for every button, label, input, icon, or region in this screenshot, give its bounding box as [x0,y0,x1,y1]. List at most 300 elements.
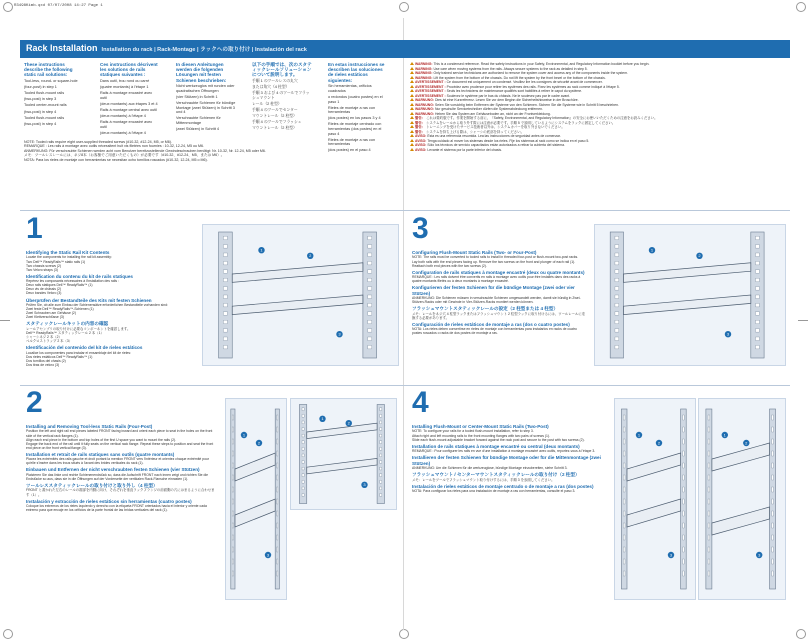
rack-hole [380,487,382,490]
rack-hole [683,511,685,516]
rack-hole [277,427,278,432]
intro-column-line: または角穴（4 柱型） [252,85,290,90]
intro-column-line: Verschraubte Schienen für bündige Montage (zwei Stützen) in Schritt 3 und 4 [176,101,236,115]
rack-hole [756,320,760,324]
intro-column-line: (two-post) in step 4 [24,121,57,126]
rack-hole [623,511,625,516]
step-line: レールアセンブリの取り付けに必要なコンポーネントを確認します。 [26,326,131,331]
intro-note: ANMERKUNG: Für verschraubte Schienen werden acht vom Benutzer bereitzustellende Gewindeschrauben benötigt: Nr. 10-32, Nr. 12-24, M5 oder M6. [24,148,266,153]
rack-hole [683,415,685,420]
warning-icon [410,130,414,133]
intro-column [176,62,236,132]
step-line: Position the left and right rail end pieces labeled FRONT facing inward and orient each piece to seat in the holes on the front side of the vertical rack flanges (1). [26,429,213,438]
rack-hole [232,547,233,552]
step-line: Coloque los extremos de los rieles izquierdo y derecho con la etiqueta FRONT orientados hacia el interior y oriente cada extremo para que encaje en los orificios de la parte frontal de las bridas verticales del rack (1). [26,504,207,513]
rack-hole [368,320,372,324]
rack-hole [232,415,233,420]
rack-hole [277,535,278,540]
warning-text: Lift the system from the bottom of the chassis. Do not lift the system by the front bezel or the bottom of the chassis. [433,75,606,80]
step-heading: フラッシュマウントスタティックレールの設定（2 柱型または 4 柱型） [412,306,559,312]
rack-hole [380,474,382,477]
rack-hole [708,475,710,480]
page-spine [403,18,404,630]
warning-tag: AVISO: [415,138,428,143]
warning-tag: 警告： [415,116,427,120]
rack-hole [232,571,233,576]
step-text [26,248,196,367]
warning-tag: WARNUNG: [415,98,435,102]
warning-tag: WARNING: [415,75,434,80]
rack-hole [223,253,227,257]
step-illustration [614,398,696,600]
rack-hole [277,547,278,552]
rack-hole [756,253,760,257]
step-line: ANMERKUNG: Die Schienen müssen in verschraubte Schienen umgewandelt werden, damit sie bündig in Zwei-Stützen-Racks oder mit Gewinde in Vier-Stützen-Racks montiert werden können. [412,296,581,305]
rack-hole [368,278,372,282]
rack-hole [232,451,233,456]
rack-hole [368,261,372,265]
rack-hole [615,337,619,341]
rack-hole [615,245,619,249]
registration-mark-top-right [796,2,806,12]
step-1-section [20,212,403,378]
warning-tag: AVISO: [415,134,428,138]
step-line: Zwei Klettverschlüsse (3) [26,315,64,320]
callout-number: 1 [650,247,654,253]
rack-hole [380,414,382,417]
callout-number: 3 [338,331,341,337]
step-line: Dos tornillos del chasis (2) [26,358,66,363]
rack-hole [623,427,625,432]
rack-hole [683,451,685,456]
intro-notes [24,137,402,162]
rack-hole [683,463,685,468]
rack-hole [683,475,685,480]
rack-hole [615,345,619,349]
rail-illustration [203,225,398,365]
callout-number: 3 [266,552,270,558]
intro-column-line: Nicht werkzeuglos mit runden oder quadratischen Öffnungen [176,84,235,93]
rack-hole [772,547,774,552]
rail-illustration [615,399,695,599]
callout-number: 2 [745,440,748,446]
warning-text: Sólo los técnicos de servicio capacitados están autorizados a retirar la cubierta del sistema. [427,143,565,147]
title-band [20,40,790,58]
warning-text: システムをレールから取り外す際には注意が必要です。手順 5 で説明しているようにシステムをラックに固定してください。 [426,120,616,125]
rack-hole [772,439,774,444]
warning-tag: AVERTISSEMENT : [415,93,447,98]
rack-hole [302,414,304,417]
rack-hole [615,312,619,316]
rack-hole [232,511,233,516]
callout-number: 1 [321,416,324,422]
rack-hole [368,270,372,274]
rack-hole [223,245,227,249]
intro-column-line: o redondos (cuatro postes) en el paso 1 [328,95,383,104]
intro-column-line: 手順 4 のツールでフラッシュ [252,120,302,125]
rack-hole [615,287,619,291]
warning-tag: 警告： [415,125,427,129]
divider-top [20,210,790,211]
page-title: Rack Installation Installation du rack | Rack-Montage | ラックへの取り付け | Instalación del rack [26,43,307,53]
rack-hole [615,236,619,240]
intro-column-line: (dos postes) en los pasos 3 y 4 [328,116,381,121]
step-line: Dos rieles estáticos Dell™ ReadyRails™ (1) [26,354,93,359]
rack-hole [615,270,619,274]
callout-number: 2 [698,253,701,259]
rack-hole [623,463,625,468]
rack-hole [302,461,304,464]
rack-hole [623,499,625,504]
intro-column-line: (four-post) in step 1 [24,85,57,90]
rack-hole [302,454,304,457]
callout-number: 1 [723,432,726,438]
step-line: Lay both rails with the end pieces facing up. Remove the two screws on the front and plunger of each rail (1). [412,259,576,264]
rack-hole [380,421,382,424]
file-info: R3498Kimb.qxd 07/07/2008 14:27 Page 1 [14,4,103,8]
step-heading: Configuration de rails statiques à montage encastré (deux ou quatre montants) [412,269,585,275]
step-3-section [406,212,790,378]
intro-column-line: 手順 3 および 4 のツールでフラッシュマウント [252,91,310,100]
rack-hole [756,303,760,307]
rack-hole [380,441,382,444]
step-line: FRONT と書かれた左右のレールの端部を内側に向け、それぞれを垂直ラックフランジの前面側の穴にはまるように合わせます（1）。 [26,488,215,497]
warning-text: これは要約版です。作業を開始する前に、『Safety, Environmental, and Regulatory Information』の安全にお使いいただくための注意をお読みください。 [426,116,658,120]
rack-hole [302,467,304,470]
intro-column-line: (deux montants) aux étapes 3 et 4 [100,101,158,106]
step-heading: Überprüfen der Bestandteile des Kits mit festen Schienen [26,297,152,303]
rack-hole [223,236,227,240]
rack-hole [232,439,233,444]
rack-hole [223,270,227,274]
static-rail [235,499,275,527]
intro-column-title: 以下の手順では、次のスタティックレールソリューションについて説明します。 [252,62,312,78]
rack-hole [277,451,278,456]
step-line: Slide each flush-mount adjustable bracket forward against the rack post and secure to the post with two screws (2). [412,437,585,442]
step-heading: スタティックレールキットの内容の確認 [26,321,109,327]
step-line: Prüfen Sie, ob alle zum Einbau der Schienensätze erforderlichen Bestandteile vorhanden sind: [26,302,168,307]
rack-hole [232,499,233,504]
warning-icon [410,134,414,137]
rack-hole [368,287,372,291]
warning-icon [410,116,414,119]
warning-tag: AVISO: [415,147,428,152]
rack-hole [683,487,685,492]
intro-note: NOTA: Para los rieles de montaje con herramientas se necesitan ocho tornillos roscados (#10-32, 12-24, M5 o M6). [24,157,208,162]
intro-column-line: (deux montants) à l'étape 4 [100,130,146,135]
intro-column-line: Tooled flush-mount rails [24,91,65,96]
static-rail [627,499,681,527]
warning-icon [410,85,414,88]
warning-text: Tenga cuidado al mover los sistemas desde los rieles. Fije los sistemas al rack como se indica en el paso 5. [427,138,590,143]
rack-hole [302,428,304,431]
rack-hole [380,480,382,483]
intro-column-line: Rieles de montaje centrado con herramientas (dos postes) en el paso 4 [328,122,382,136]
warning-icon [410,125,414,128]
rack-hole [615,295,619,299]
step-line: Platzieren Sie das linke und rechte Schienenendstück so, dass die Aufschrift FRONT nach innen zeigt und richten Sie die Endstücke so aus, dass sie in die Öffnungen auf der Vorderseite der vertikalen Rack-Flansche einrasten (1). [26,472,209,481]
warnings-block [410,62,790,152]
rack-hole [223,345,227,349]
intro-column-line: (quatre montants) à l'étape 1 [100,85,149,90]
warning-text: Procédez avec prudence pour retirer les systèmes des rails. Fixez les systèmes au rack comme indiqué à l'étape 5. [446,84,620,89]
rack-hole [772,463,774,468]
warning-text: This is a condensed reference. Read the safety instructions in your Safety, Environmental, and Regulatory Information booklet before you begin. [433,62,650,66]
rack-hole [708,511,710,516]
rack-hole [302,480,304,483]
rack-hole [772,415,774,420]
step-line: REMARQUE : Pour configurer les rails en vue d'une installation à montage encastré avec outils, reportez-vous à l'étape 3. [412,449,596,454]
step-illustration [594,224,786,366]
intro-column-line: Tool-less, round- or square-hole [24,79,78,84]
step-line: Zwei Schrauben am Gehäuse (2) [26,311,76,316]
rack-hole [368,337,372,341]
rack-hole [756,337,760,341]
step-heading: Installing Flush-Mount or Center-Mount Static Rails (Two-Post) [412,424,549,429]
warning-icon [410,67,414,70]
static-rail [624,295,751,315]
rack-hole [708,571,710,576]
rack-hole [277,463,278,468]
warning-icon [410,103,414,106]
warning-text: Nur geschulte Servicetechniker dürfen die Systemabdeckung entfernen. [434,107,543,111]
rack-hole [277,571,278,576]
step-line: Deux rails statiques Dell™ ReadyRails™ (1) [26,283,93,288]
static-rail [235,453,275,481]
rack-hole [380,494,382,497]
warning-icon [410,139,414,142]
warning-text: Seuls les techniciens de maintenance qualifiés sont habilités à retirer le capot du système. [446,89,583,93]
warning-text: Only trained service technicians are authorized to remove the system cover and access any of the components inside the system. [433,71,628,75]
step-line: NOTE: The rails must be converted to tooled rails to install in threaded four-post or flush-mount two-post racks. [412,255,579,260]
step-line: Deux bandes Velcro (3) [26,291,62,296]
rack-hole [683,571,685,576]
rack-hole [756,312,760,316]
intro-column [252,62,312,131]
step-line: NOTA: Para configurar los rieles para una instalación de montaje a ras con herramientas, consulte el paso 3. [412,489,576,493]
intro-column-line: (vier Stützen) in Schritt 1 [176,95,218,99]
intro-column-line: マウントレール（2 柱型） [252,114,297,119]
step-text [412,422,607,493]
intro-note: NOTE: Tooled rails require eight user-supplied threaded screws (#10-32, #12-24, M5, or M6). [24,140,172,144]
registration-mark-bottom-right [796,629,806,639]
rack-hole [380,461,382,464]
rack-hole [223,261,227,265]
step-heading: Installieren der festen Schienen für bündige Montage oder für die Mittenmontage (zwei Stützen) [412,455,601,466]
rack-hole [232,427,233,432]
warning-icon [410,121,414,124]
rack-hole [772,475,774,480]
rack-hole [368,236,372,240]
static-rail [712,443,770,471]
callout-number: 1 [637,432,641,438]
warning-tag: 警告： [415,120,427,125]
step-text [412,248,587,335]
step-number: 1 [26,212,43,245]
intro-column-line: Dans outil, trou rond ou carré [100,79,150,84]
rack-hole [368,312,372,316]
callout-number: 2 [309,253,312,259]
rack-hole [772,499,774,504]
step-heading: Installation et retrait de rails statiques sans outils (quatre montants) [26,451,175,457]
intro-column-line: (deux montants) à l'étape 4 [100,114,146,119]
step-heading: Einbauen und Entfernen der nicht verschraubten festen Schienen (vier Stützen) [26,467,200,473]
warning-text: Seien Sie vorsichtig beim Entfernen der Systeme von den Schienen. Sichern Sie die Systeme wie in Schritt 5 beschrieben. [434,102,619,107]
rail-illustration [699,399,785,599]
warning-text: トレーニングを受けたサービス技術者以外は、システムカバーを取り外さないでください。 [426,125,565,129]
rack-hole [708,487,710,492]
rack-hole [708,439,710,444]
warning-tag: WARNUNG: [415,107,435,111]
rack-hole [708,535,710,540]
callout-number: 3 [758,552,761,558]
intro-column-title: En estas instrucciones se describen las soluciones de rieles estáticos siguientes: [328,62,385,83]
rack-hole [708,547,710,552]
step-heading: Configuring Flush-Mount Static Rails (Two- or Four-Post) [412,250,537,255]
step-heading: Identifying the Static Rail Kit Contents [26,250,110,255]
rack-hole [277,475,278,480]
rack-hole [232,523,233,528]
step-line: Two Dell™ ReadyRails™ static rails (1) [26,259,86,264]
registration-mark-bottom-left [3,629,13,639]
warning-tag: WARNUNG: [415,102,435,107]
rack-hole [302,408,304,411]
step-illustration [698,398,786,600]
step-4-section [406,386,790,632]
rack-hole [302,494,304,497]
warning-icon [410,80,414,83]
warning-text: Ce document est uniquement un condensé. Veuillez lire les consignes de sécurité avant de commencer. [446,80,603,84]
rack-hole [756,270,760,274]
warning-icon [410,71,414,74]
rack-hole [302,434,304,437]
warning-text: Soulevez le système par le bas du châssis. Ne le soulevez pas par le cadre avant. [446,93,571,98]
step-heading: Installing and Removing Tool-less Static Rails (Four-Post) [26,424,153,429]
step-line: ベルクロストラップ 2 本（3） [26,339,73,344]
step-line: Placez les extrémités des rails gauche et droit portant la mention FRONT vers l'intérieur et orientez chaque extrémité pour qu'elle s'insère dans les trous situés à l'avant des brides verticales du rack (1). [26,457,210,466]
rack-hole [368,253,372,257]
rack-hole [623,535,625,540]
rack-hole [623,439,625,444]
step-line: Engage the back end of the rail until it fully seats on the vertical rack flange. Repeat these steps to position and seat the front end piece on the front vertical flange (3). [26,441,214,450]
rack-hole [277,523,278,528]
step-2-section [20,386,403,632]
rack-hole [223,303,227,307]
warning-text: Use care when moving systems from the rails. Always secure systems to the rack as detailed in step 5. [433,66,588,71]
rack-hole [615,253,619,257]
step-illustration [290,398,397,510]
rack-hole [232,463,233,468]
warning-text: Ésta es una referencia resumida. Lea las instrucciones de seguridad antes de comenzar. [427,134,561,138]
rack-hole [223,329,227,333]
static-rail [624,263,751,283]
intro-column [24,62,84,126]
rack-hole [368,245,372,249]
warning-icon [410,76,414,79]
step-line: NOTA: Los rieles deben convertirse en rieles de montaje con herramientas para instalarlos en racks de cuatro postes roscados o racks de dos postes de montaje a ras. [412,327,577,336]
rack-hole [683,559,685,564]
callout-number: 2 [657,440,661,446]
callout-number: 3 [726,331,730,337]
warning-text: Dies ist eine Kurzreferenz. Lesen Sie vor dem Beginn die Sicherheitshinweise in der Broschüre. [434,98,579,102]
warning-line [410,148,790,153]
intro-column-line: Verschraubte Schienen für Mittenmontage [176,116,221,125]
intro-column-line: Tooled center-mount rails [24,103,67,108]
step-heading: Configuración de rieles estáticos de montaje a ras (dos o cuatro postes) [412,321,570,327]
step-line: Two chassis screws (2) [26,263,62,268]
warning-icon [410,148,414,151]
rack-hole [223,278,227,282]
static-rail [712,507,770,535]
step-heading: Identificación del contenido del kit de rieles estáticos [26,345,143,351]
warning-tag: 警告： [415,129,427,134]
intro-column-line: Tooled flush-mount rails [24,115,65,120]
intro-column-title: Ces instructions décrivent les solutions de rails statiques suivantes : [100,62,158,78]
warning-icon [410,98,414,101]
rack-hole [302,441,304,444]
warning-text: Heben Sie das System am Gehäuseboden an, nicht an der Frontverkleidung. [434,111,551,116]
rack-hole [615,329,619,333]
step-number: 4 [412,386,429,419]
rack-hole [615,303,619,307]
static-rail [232,295,363,315]
step-line: Deux vis de châssis (2) [26,287,62,292]
static-rail [627,453,681,481]
rack-hole [772,571,774,576]
rack-hole [623,451,625,456]
warning-text: システムを持ち上げる際は、シャーシの底部を持ってください。 [426,129,524,134]
warning-icon [410,62,414,65]
step-heading: Instalación de rieles estáticos de montaje centrado o de montaje a ras (dos postes) [412,483,594,489]
rack-hole [708,499,710,504]
step-heading: Konfigurieren der festen Schienen für die bündige Montage (zwei oder vier Stützen) [412,285,575,296]
rack-hole [708,427,710,432]
rack-hole [615,261,619,265]
rack-hole [277,487,278,492]
crop-line-left [0,320,10,321]
intro-column-line: 手順 4 のツールでセンター [252,108,298,113]
rack-hole [277,559,278,564]
callout-number: 2 [257,440,261,446]
step-text [26,422,216,512]
warning-tag: WARNING: [415,66,434,71]
rack-hole [683,439,685,444]
step-line: Repérez les composants nécessaires à l'installation des rails : [26,279,119,284]
crop-line-right [798,320,808,321]
rack-hole [277,511,278,516]
rack-hole [615,320,619,324]
callout-number: 1 [260,247,263,253]
rack-hole [683,427,685,432]
intro-column-line: 手順 1 のツールレスの丸穴 [252,79,298,84]
rack-hole [623,415,625,420]
rack-hole [380,434,382,437]
divider-middle [20,385,790,386]
rack-hole [756,245,760,249]
step-heading: Installation de rails statiques à montage encastré ou central (deux montants) [412,443,580,449]
step-line: Align each end piece in the bottom and top holes of the first U space you want to mount the rails (2). [26,437,177,442]
rack-hole [623,559,625,564]
rack-hole [708,463,710,468]
step-number: 3 [412,212,429,245]
rack-hole [223,295,227,299]
intro-column-line: Sin herramientas, orificios cuadrados [328,84,372,93]
rack-hole [380,408,382,411]
rail-illustration [595,225,785,365]
intro-column-line: Rieles de montaje a ras con herramientas [328,137,376,147]
rack-hole [277,439,278,444]
rack-hole [368,345,372,349]
